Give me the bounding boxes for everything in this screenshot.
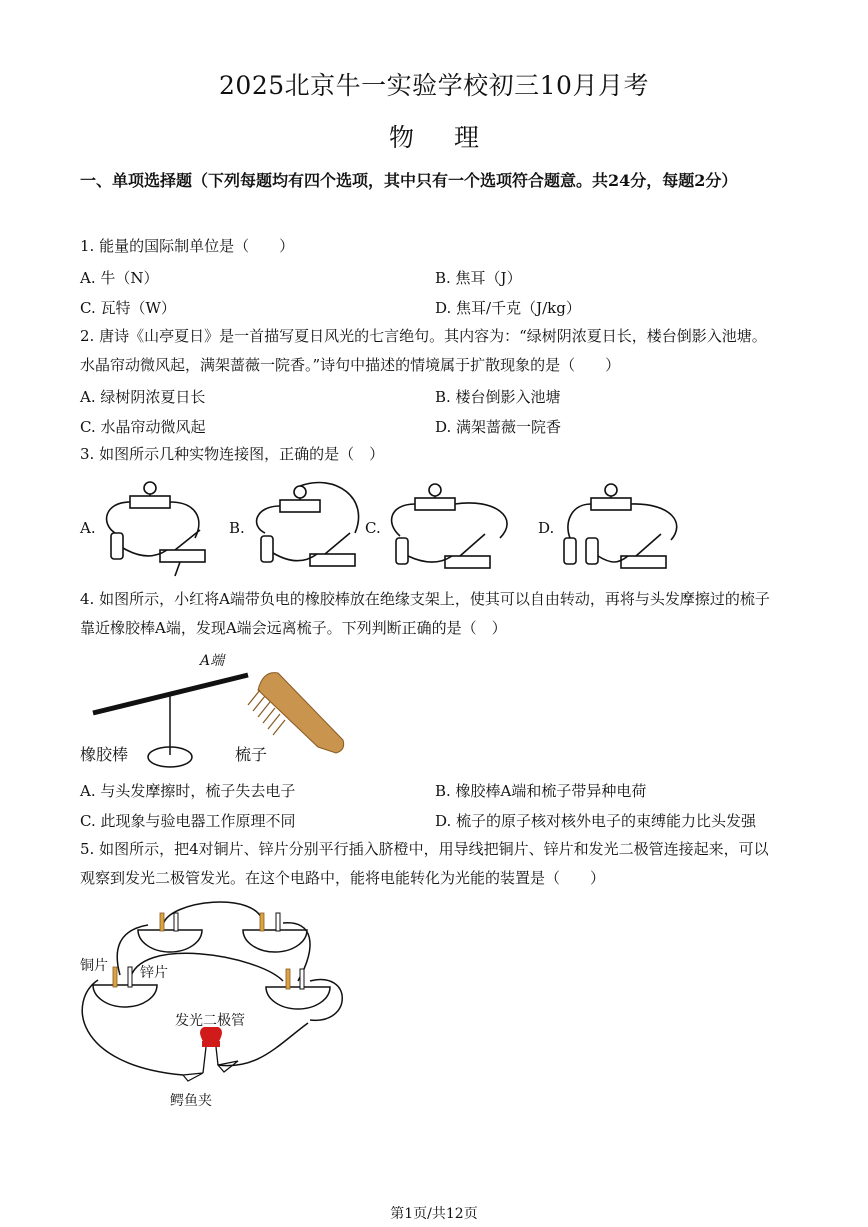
circuit-figure-b — [245, 478, 375, 578]
orange-battery-figure — [78, 895, 358, 1105]
comb-label: 梳子 — [235, 745, 268, 764]
q4-option-a: A. 与头发摩擦时，梳子失去电子 — [80, 782, 296, 800]
circuit-figure-a — [95, 478, 225, 578]
question-5-stem-line1: 5. 如图所示，把4对铜片、锌片分别平行插入脐橙中，用导线把铜片、锌片和发光二极管连接起来，可以 — [80, 840, 769, 858]
led-label: 发光二极管 — [175, 1013, 245, 1029]
q1-option-b: B. 焦耳（J） — [435, 269, 522, 287]
question-3-stem: 3. 如图所示几种实物连接图，正确的是（ ） — [80, 445, 385, 463]
section-heading: 一、单项选择题（下列每题均有四个选项，其中只有一个选项符合题意。共24分，每题2分） — [80, 171, 738, 190]
q3-option-a: A. — [80, 519, 96, 537]
q1-option-a: A. 牛（N） — [80, 269, 159, 287]
q1-option-c: C. 瓦特（W） — [80, 299, 176, 317]
q4-option-b: B. 橡胶棒A端和梳子带异种电荷 — [435, 782, 647, 800]
rod-end-label: A端 — [200, 653, 225, 669]
q1-option-d: D. 焦耳/千克（J/kg） — [435, 299, 581, 317]
q2-option-d: D. 满架蔷薇一院香 — [435, 418, 562, 436]
question-2-stem-line2: 水晶帘动微风起，满架蔷薇一院香。”诗句中描述的情境属于扩散现象的是（ ） — [80, 356, 621, 374]
subject-title: 物理 — [388, 123, 519, 152]
question-4-stem-line1: 4. 如图所示，小红将A端带负电的橡胶棒放在绝缘支架上，使其可以自由转动，再将与头发摩擦过的梳子 — [80, 590, 770, 608]
circuit-figure-c — [380, 478, 520, 578]
page-title: 2025北京牛一实验学校初三10月月考 — [219, 71, 649, 100]
question-4-stem-line2: 靠近橡胶棒A端，发现A端会远离梳子。下列判断正确的是（ ） — [80, 619, 507, 637]
copper-label: 铜片 — [80, 958, 108, 974]
alligator-clip-label: 鳄鱼夹 — [170, 1093, 212, 1109]
page-number: 第1页/共12页 — [390, 1206, 478, 1222]
q3-option-b: B. — [229, 519, 245, 537]
zinc-label: 锌片 — [140, 965, 168, 981]
q3-option-d: D. — [538, 519, 555, 537]
question-2-stem-line1: 2. 唐诗《山亭夏日》是一首描写夏日风光的七言绝句。其内容为：“绿树阴浓夏日长，楼台倒影入池塘。 — [80, 327, 767, 345]
q4-option-c: C. 此现象与验电器工作原理不同 — [80, 812, 296, 830]
question-1-stem: 1. 能量的国际制单位是（ ） — [80, 237, 295, 255]
q3-option-c: C. — [365, 519, 381, 537]
question-5-stem-line2: 观察到发光二极管发光。在这个电路中，能将电能转化为光能的装置是（ ） — [80, 869, 606, 887]
q4-option-d: D. 梳子的原子核对核外电子的束缚能力比头发强 — [435, 812, 757, 830]
q2-option-b: B. 楼台倒影入池塘 — [435, 388, 561, 406]
q2-option-c: C. 水晶帘动微风起 — [80, 418, 206, 436]
q2-option-a: A. 绿树阴浓夏日长 — [80, 388, 206, 406]
circuit-figure-d — [556, 478, 686, 578]
rubber-rod-label: 橡胶棒 — [80, 745, 129, 764]
